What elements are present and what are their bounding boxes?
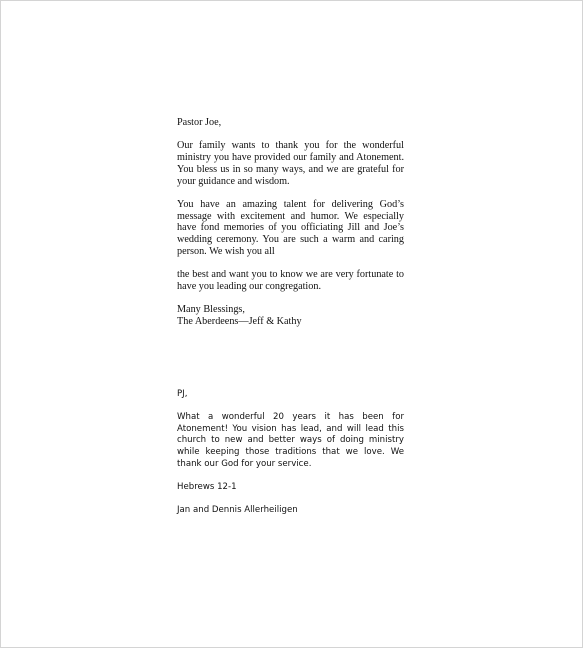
letter-paragraph: the best and want you to know we are very fortunate to have you leading our congregation. (177, 269, 404, 292)
letter-salutation: Pastor Joe, (177, 117, 222, 128)
letter-allerheiligen (177, 389, 404, 517)
letter-signature: Jan and Dennis Allerheiligen (177, 504, 298, 515)
letter-closing: Many Blessings, (177, 304, 245, 316)
letter-paragraph: Our family wants to thank you for the wonderful ministry you have provided our family and Atonement. You bless us in so many ways, and we are grateful for your guidance and wisdom. (177, 140, 404, 187)
letter-paragraph: What a wonderful 20 years it has been for Atonement! You vision has lead, and will lead this church to new and better ways of doing ministry while keeping those traditions that we love. We thank our God for your service. (177, 412, 404, 469)
letter-salutation: PJ, (177, 389, 188, 399)
letter-signature: The Aberdeens—Jeff & Kathy (177, 315, 302, 327)
letter-aberdeens (177, 117, 404, 328)
letter-paragraph: You have an amazing talent for delivering God’s message with excitement and humor. We especially have fond memories of you officiating Jill and Joe’s wedding ceremony. You are such a warm and caring person. We wish you all (177, 198, 404, 257)
letter-verse: Hebrews 12-1 (177, 481, 237, 492)
